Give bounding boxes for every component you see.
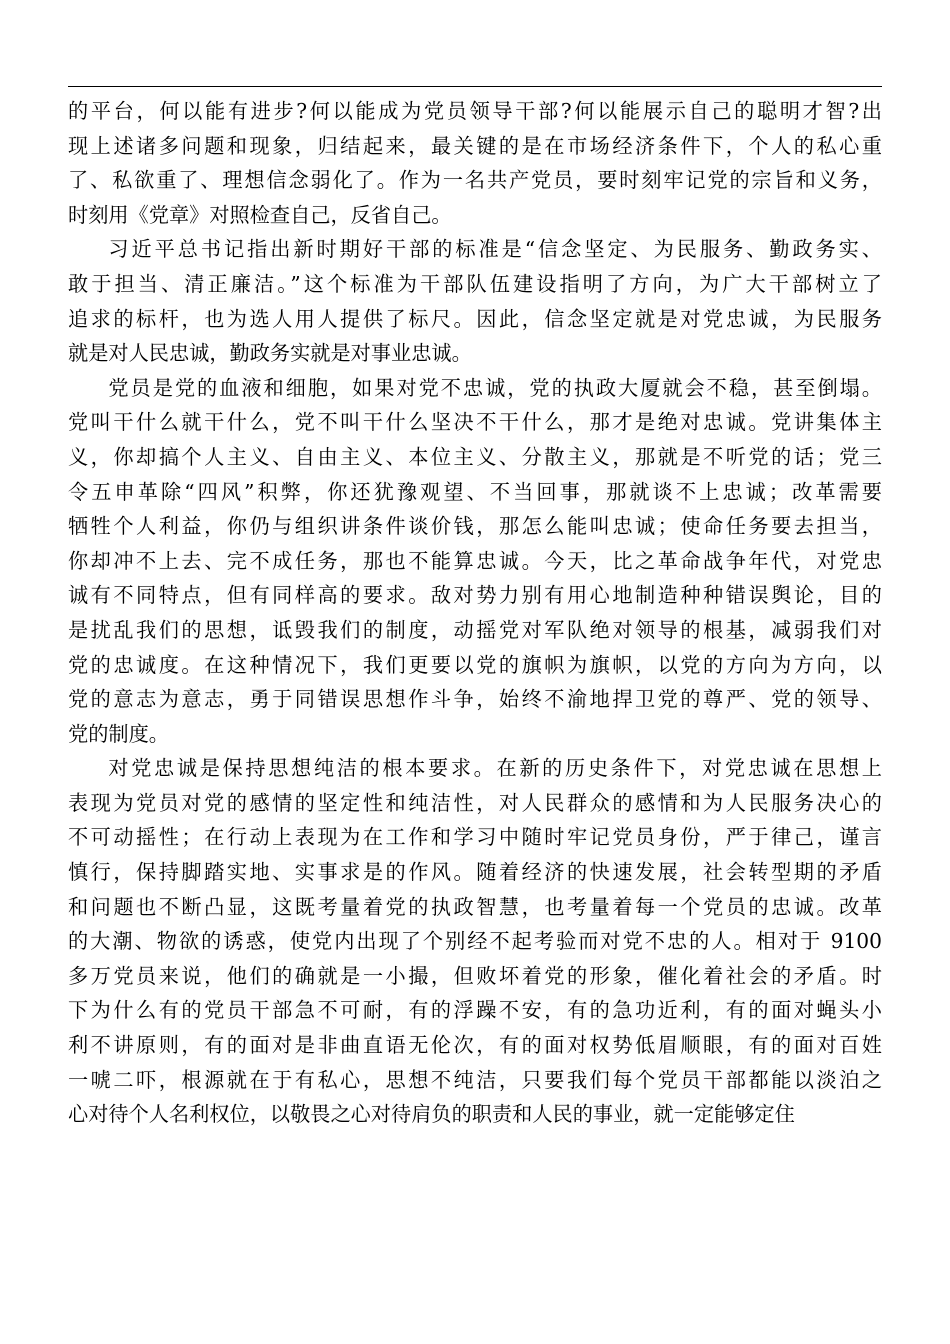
text-line: 慎行，保持脚踏实地、实事求是的作风。随着经济的快速发展，社会转型期的矛盾: [68, 860, 882, 885]
text-line: 敢于担当、清正廉洁。”这个标准为干部队伍建设指明了方向，为广大干部树立了: [68, 271, 882, 296]
text-line: 心对待个人名利权位，以敬畏之心对待肩负的职责和人民的事业，就一定能够定住: [68, 1102, 795, 1127]
text-line: 追求的标杆，也为选人用人提供了标尺。因此，信念坚定就是对党忠诚，为民服务: [68, 306, 882, 331]
text-line: 时刻用《党章》对照检查自己，反省自己。: [68, 202, 452, 227]
text-line: 党的意志为意志，勇于同错误思想作斗争，始终不渝地捍卫党的尊严、党的领导、: [68, 687, 882, 712]
text-line: 牺牲个人利益，你仍与组织讲条件谈价钱，那怎么能叫忠诚；使命任务要去担当，: [68, 514, 882, 539]
text-line: 现上述诸多问题和现象，归结起来，最关键的是在市场经济条件下，个人的私心重: [68, 133, 882, 158]
paragraph: [68, 371, 882, 752]
text-line: 义，你却搞个人主义、自由主义、本位主义、分散主义，那就是不听党的话；党三: [68, 444, 882, 469]
text-line: 习近平总书记指出新时期好干部的标准是“信念坚定、为民服务、勤政务实、: [108, 237, 882, 262]
text-line: 的平台，何以能有进步?何以能成为党员领导干部?何以能展示自己的聪明才智?出: [68, 99, 882, 123]
text-line: 党的制度。: [68, 721, 169, 746]
text-line: 表现为党员对党的感情的坚定性和纯洁性，对人民群众的感情和为人民服务决心的: [68, 790, 882, 815]
text-line: 下为什么有的党员干部急不可耐，有的浮躁不安，有的急功近利，有的面对蝇头小: [68, 998, 882, 1023]
text-line: 令五申革除“四风”积弊，你还犹豫观望、不当回事，那就谈不上忠诚；改革需要: [68, 479, 882, 504]
paragraph: [68, 94, 882, 232]
text-line: 不可动摇性；在行动上表现为在工作和学习中随时牢记党员身份，严于律己，谨言: [68, 825, 882, 850]
text-line: 了、私欲重了、理想信念弱化了。作为一名共产党员，要时刻牢记党的宗旨和义务，: [68, 168, 882, 193]
paragraph: [68, 232, 882, 370]
paragraph: [68, 751, 882, 1132]
text-line: 就是对人民忠诚，勤政务实就是对事业忠诚。: [68, 341, 472, 366]
text-line: 党员是党的血液和细胞，如果对党不忠诚，党的执政大厦就会不稳，甚至倒塌。: [108, 375, 882, 400]
text-line: 多万党员来说，他们的确就是一小撮，但败坏着党的形象，催化着社会的矛盾。时: [68, 963, 882, 988]
text-line: 的大潮、物欲的诱惑，使党内出现了个别经不起考验而对党不忠的人。相对于 9100: [68, 929, 882, 954]
text-line: 是扰乱我们的思想，诋毁我们的制度，动摇党对军队绝对领导的根基，减弱我们对: [68, 617, 882, 642]
text-line: 和问题也不断凸显，这既考量着党的执政智慧，也考量着每一个党员的忠诚。改革: [68, 894, 882, 919]
header-rule: [68, 86, 882, 87]
text-line: 你却冲不上去、完不成任务，那也不能算忠诚。今天，比之革命战争年代，对党忠: [68, 548, 882, 573]
text-line: 对党忠诚是保持思想纯洁的根本要求。在新的历史条件下，对党忠诚在思想上: [108, 756, 882, 781]
document-body: [68, 94, 882, 1132]
text-line: 党的忠诚度。在这种情况下，我们更要以党的旗帜为旗帜，以党的方向为方向，以: [68, 652, 882, 677]
text-line: 诚有不同特点，但有同样高的要求。敌对势力别有用心地制造种种错误舆论，目的: [68, 583, 882, 608]
text-line: 一唬二吓，根源就在于有私心，思想不纯洁，只要我们每个党员干部都能以淡泊之: [68, 1067, 882, 1092]
text-line: 党叫干什么就干什么，党不叫干什么坚决不干什么，那才是绝对忠诚。党讲集体主: [68, 410, 882, 435]
text-line: 利不讲原则，有的面对是非曲直语无伦次，有的面对权势低眉顺眼，有的面对百姓: [68, 1033, 882, 1058]
